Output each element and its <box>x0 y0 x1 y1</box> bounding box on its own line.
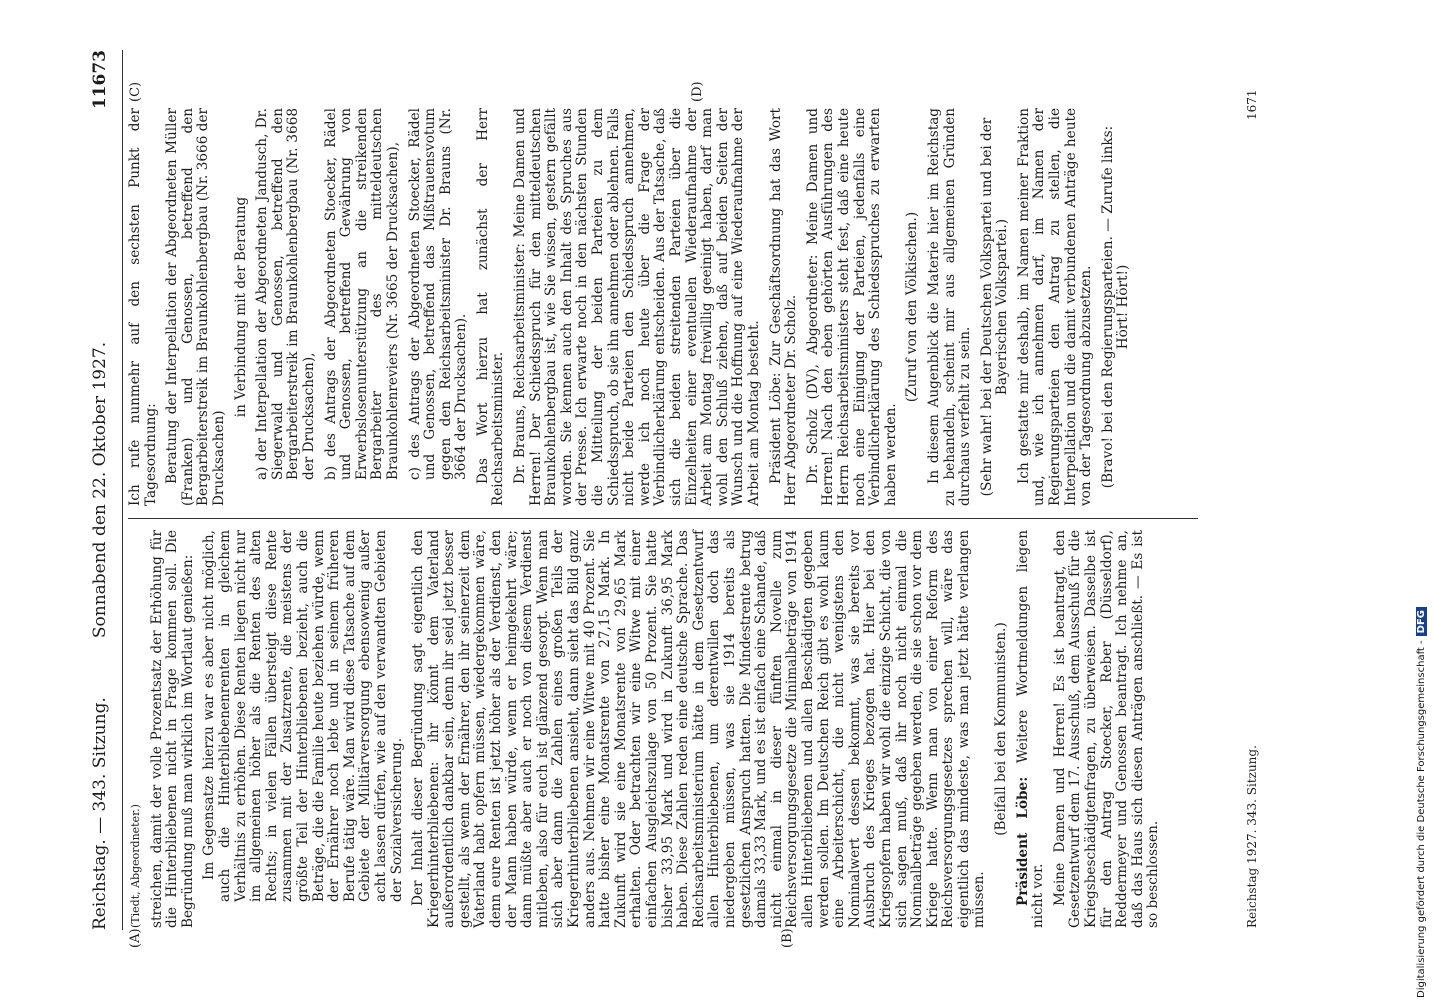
margin-c: (C) <box>128 81 143 102</box>
agenda-item-a: a) der Interpellation der Abgeordneten Jandusch, Dr. Siegerwald und Genossen, betreffend den Bergarbeiterstreik im Braunkohlenbergbau (Nr. 3668 der Drucksachen), <box>254 108 317 480</box>
agenda-item-b: b) des Antrags der Abgeordneten Stoecker, Rädel und Genossen, betreffend Gewährung von Erwerbslosenunterstützung an die streikenden Bergarbeiter des mitteldeutschen Braunkohlenreviers (Nr. 3665 der Drucksachen), <box>322 108 401 480</box>
paragraph: Ich gestatte mir deshalb, im Namen meiner Fraktion und, wie ich annehmen darf, im Namen der Regierungsparteien den Antrag zu stellen, die Interpellation und die damit verbundenen Anträge heute von der Tagesordnung abzusetzen. <box>1015 108 1095 506</box>
footer-right: 1671 <box>1245 89 1259 120</box>
paragraph: Der Inhalt dieser Begründung sagt eigentlich den Kriegerhinterbliebenen: ihr könnt dem Vaterland außerordentlich dankbar sein, denn ihr seid jetzt besser gestellt, als wenn der Ernährer, den ihr seinerzeit dem Vaterland habt opfern müssen, wiedergekommen wäre, denn eure Renten ist jetzt höher als der Verdienst, den der Mann haben würde, wenn er heimgekehrt wäre; dann müßte aber auch er noch von diesem Verdienst mitleben, also für euch ist glänzend gesorgt. Wenn man sich aber dann die Zahlen eines großen Teils der Kriegerhinterbliebenen ansieht, dann sieht das Bild ganz anders aus. Nehmen wir eine Witwe mit 40 Prozent. Sie hatte bisher eine Monatsrente von 27,15 Mark. In Zukunft wird sie eine Monatsrente von 29,65 Mark erhalten. Oder betrachten wir eine Witwe mit einer einfachen Ausgleichszulage von 50 Prozent. Sie hatte bisher 33,95 Mark und wird in Zukunft 36,95 Mark haben. Diese Zahlen reden eine deutsche Sprache. Das Reichsarbeitsministerium hätte in dem Gesetzentwurf allen Hinterbliebenen, um derentwillen doch das niedergeben müssen, was sie 1914 bereits als gesetzlichen Anspruch hatten. Die Mindestrente betrug damals 33,33 Mark, und es ist einfach eine Schande, daß nicht einmal in dieser fünften Novelle zum Reichsversorgungsgesetze die Minimalbeträge von 1914 allen Hinterbliebenen und allen Beschädigten gegeben werden sollen. Im Deutschen Reich gibt es wohl kaum eine Arbeiterschicht, die nicht wenigstens den Nominalwert dessen bekommt, was sie bereits vor Ausbruch des Krieges bezogen hat. Hier bei den Kriegsopfern haben wir wohl die einzige Schicht, die von sich sagen muß, daß ihr noch nicht einmal die Nominalbeträge gegeben werden, die sie schon vor dem Kriege hatte. Wenn man von einer Reform des Reichsversorgungsgesetzes sprechen will, wäre das eigentlich das mindeste, was man jetzt hätte verlangen müssen. <box>410 530 988 928</box>
paragraph: In diesem Augenblick die Materie hier im Reichstag zu behandeln, scheint mir aus allgemeinen Gründen durchaus verfehlt zu sein. <box>925 108 974 506</box>
paragraph: Weitere Wortmeldungen liegen nicht vor. <box>1014 530 1047 928</box>
column-divider <box>128 518 1198 519</box>
interjection: (Sehr wahr! bei der Deutschen Volkspartei und bei der Bayerischen Volkspartei.) <box>978 117 1011 497</box>
agenda-item: Beratung der Interpellation der Abgeordneten Müller (Franken) und Genossen, betreffend den Bergarbeiterstreik im Braunkohlenbergbau (Nr. 3666 der Drucksachen) <box>164 108 227 506</box>
paragraph: Meine Damen und Herren! Es ist beantragt, den Gesetzentwurf dem 17. Ausschuß, dem Ausschuß für die Kriegsbeschädigtenfragen, zu überweisen. Dasselbe ist für den Antrag Stoecker, Reber (Düsseldorf), Reddermeyer und Genossen beantragt. Ich nehme an, daß das Haus sich diesen Anträgen anschließt. — Es ist so beschlossen. <box>1051 530 1162 928</box>
side-note-text: Digitalisierung gefördert durch die Deutsche Forschungsgemeinschaft - <box>1416 640 1427 998</box>
header-left: Reichstag. — 343. Sitzung. <box>90 697 110 930</box>
paragraph: Dr. Scholz (DV), Abgeordneter: Meine Damen und Herren! Nach den eben gehörten Ausführungen des Herrn Reichsarbeitsministers steht fest, daß eine heute noch eine Einigung der Parteien, jedenfalls eine Verbindlicherklärung des Schiedsspruches zu erwarten haben werden. <box>804 108 899 506</box>
page-number: 11673 <box>90 50 110 110</box>
side-note <box>1416 8 1434 998</box>
interjection: (Zuruf von den Völkischen.) <box>904 211 921 403</box>
dfg-logo: DFG <box>1416 607 1427 636</box>
header-date: Sonnabend den 22. Oktober 1927. <box>90 341 110 639</box>
paragraph: Das Wort hierzu hat zunächst der Herr Reichsarbeitsminister. <box>474 108 507 506</box>
paragraph: Präsident Löbe: Zur Geschäftsordnung hat das Wort Herr Abgeordneter Dr. Scholz. <box>767 108 800 506</box>
column-left <box>128 530 1168 928</box>
interjection: (Beifall bei den Kommunisten.) <box>993 622 1010 836</box>
column-right <box>128 108 1138 506</box>
quoted-paragraph: Im Gegensatze hierzu war es aber nicht möglich, auch die Hinterbliebenenrenten in gleichem Verhältnis zu erhöhen. Diese Renten liegen nicht nur im allgemeinen höher als die Renten des alten Rechts; in vielen Fällen übersteigt diese Rente zusammen mit der Zusatzrente, die meistens der größte Teil der Hinterbliebenen bezieht, auch die Beträge, die die Familie heute beziehen würde, wenn der Ernährer noch lebte und in seinem früheren Berufe tätig wäre. Man wird diese Tatsache auf dem Gebiete der Militärversorgung ebensowenig außer acht lassen dürfen, wie auf den verwandten Gebieten der Sozialversicherung. <box>201 530 405 902</box>
paragraph: Ich rufe nunmehr auf den sechsten Punkt der Tagesordnung: <box>127 108 159 506</box>
footer-left: Reichstag 1927. 343. Sitzung. <box>1245 745 1259 928</box>
agenda-item-c: c) des Antrags der Abgeordneten Stoecker, Rädel und Genossen, betreffend das Mißtrauensvotum gegen den Reichsarbeitsminister Dr. Brauns (Nr. 3664 der Drucksachen). <box>406 108 470 480</box>
speaker-line: (Tiedt, Abgeordneter.) <box>129 804 142 928</box>
interjection: (Bravo! bei den Regierungsparteien. — Zurufe links: Hört! Hört!) <box>1099 125 1132 489</box>
page-header <box>90 50 116 930</box>
header-rule <box>122 50 123 930</box>
paragraph: streichen, damit der volle Prozentsatz der Erhöhung für die Hinterbliebenen nicht in Frage kommen soll. Die Begründung muß man wirklich im Wortlaut genießen: <box>148 530 196 928</box>
agenda-connector: in Verbindung mit der Beratung <box>232 196 249 418</box>
margin-d: (D) <box>690 81 705 102</box>
paragraph: Dr. Brauns, Reichsarbeitsminister: Meine Damen und Herren! Der Schiedsspruch für den mitteldeutschen Braunkohlenbergbau ist, wie Sie wissen, gestern gefällt worden. Sie kennen auch den Inhalt des Spruches aus der Presse. Ich erwarte noch in den nächsten Stunden die Mitteilung der beiden Parteien zu dem Schiedsspruch, ob sie ihn annehmen oder ablehnen. Falls nicht beide Parteien den Schiedsspruch annehmen, werde ich noch heute über die Frage der Verbindlicherklärung entscheiden. Aus der Tatsache, daß sich die beiden streitenden Parteien über die Einzelheiten einer eventuellen Wiederaufnahme der Arbeit am Montag freiwillig geeinigt haben, darf man wohl den Schluß ziehen, daß auf beiden Seiten der Wunsch und die Hoffnung auf eine Wiederaufnahme der Arbeit am Montag besteht. <box>512 108 762 506</box>
margin-a: (A) <box>128 928 143 948</box>
margin-b: (B) <box>780 928 795 948</box>
speaker-name: Präsident Löbe: <box>1014 776 1031 906</box>
